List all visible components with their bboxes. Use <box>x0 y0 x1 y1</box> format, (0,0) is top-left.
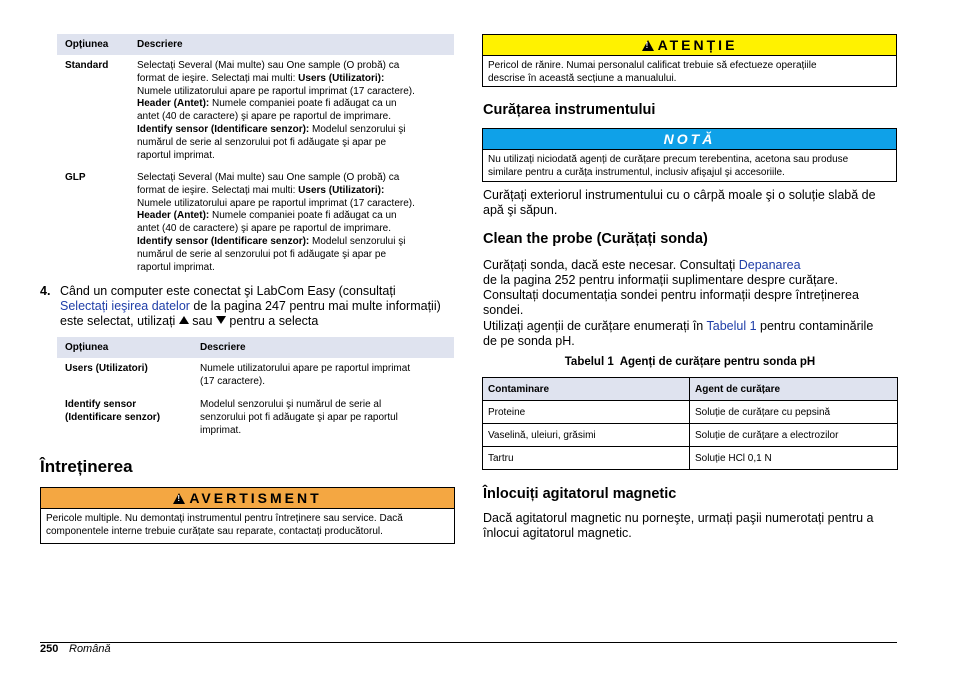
option-name-cont: (Identificare senzor) <box>65 411 161 423</box>
section-title-clean-instrument: Curățarea instrumentului <box>483 102 656 118</box>
table-row <box>483 424 898 447</box>
table-caption: Tabelul 1 Agenți de curățare pentru sonda pH <box>564 356 816 368</box>
header-option: Opțiunea <box>65 39 109 50</box>
warning-icon <box>173 493 185 504</box>
section-title-clean-probe: Clean the probe (Curățați sonda) <box>483 231 708 247</box>
caution-text: Pericol de rănire. Numai personalul calificat trebuie să efectueze operațiile descrise în această secțiune a manualului. <box>488 60 817 84</box>
cell-contamination: Proteine <box>483 401 690 424</box>
option-name: Users (Utilizatori) <box>65 363 148 374</box>
up-arrow-icon <box>179 316 189 324</box>
page-number: 250 <box>40 643 59 655</box>
note-header: NOTĂ <box>483 129 896 150</box>
header-description: Descriere <box>200 342 246 353</box>
warning-icon <box>642 40 654 51</box>
table-row <box>57 60 454 168</box>
header-cleaning-agent: Agent de curățare <box>690 378 898 401</box>
link-selectati-iesirea-datelor[interactable]: Selectați ieşirea datelor <box>60 299 190 313</box>
table-header <box>483 378 898 401</box>
option-description: Numele utilizatorului apare pe raportul imprimat (17 caractere). <box>200 363 411 387</box>
cell-contamination: Tartru <box>483 447 690 470</box>
section-title-replace-stirrer: Înlocuiți agitatorul magnetic <box>483 486 677 502</box>
paragraph-replace-stirrer: Dacă agitatorul magnetic nu porneşte, urmați paşii numerotați pentru a înlocui agitatorul magnetic. <box>483 511 874 540</box>
table-row <box>483 447 898 470</box>
warning-header: !AVERTISMENT <box>41 488 454 509</box>
warning-text: Pericole multiple. Nu demontați instrumentul pentru întreținere sau service. Dacă componentele interne trebuie curățate sau reparate, contactați producătorul. <box>46 513 403 537</box>
link-depanarea[interactable]: Depanarea <box>738 258 801 272</box>
cell-agent: Soluție HCl 0,1 N <box>690 447 898 470</box>
footer-language: Română <box>69 643 111 655</box>
table-row <box>57 172 454 280</box>
header-description: Descriere <box>137 39 183 50</box>
paragraph-clean-instrument: Curățați exteriorul instrumentului cu o cârpă moale şi o soluție slabă de apă şi săpun. <box>483 188 876 217</box>
down-arrow-icon <box>216 316 226 324</box>
warning-box <box>40 487 455 544</box>
cell-agent: Soluție de curățare cu pepsină <box>690 401 898 424</box>
link-tabelul-1[interactable]: Tabelul 1 <box>706 319 757 333</box>
step-text-line: Când un computer este conectat şi LabCom Easy (consultați <box>60 284 396 298</box>
options-table-mid <box>57 337 454 442</box>
caution-box <box>482 34 897 87</box>
step-number: 4. <box>40 284 51 298</box>
cell-contamination: Vaselină, uleiuri, grăsimi <box>483 424 690 447</box>
footer-rule <box>40 642 897 643</box>
option-name: GLP <box>65 172 86 183</box>
header-option: Opțiunea <box>65 342 109 353</box>
section-title-maintenance: Întreținerea <box>40 457 133 476</box>
table-row <box>483 401 898 424</box>
table-header <box>57 337 454 358</box>
caution-header: !ATENȚIE <box>483 35 896 56</box>
paragraph-cleaning-agents: Utilizați agenții de curățare enumerați în Tabelul 1 pentru contaminările de pe sonda pH. <box>483 319 874 348</box>
option-description: Modelul senzorului şi numărul de serie al senzorului pot fi adăugate şi apar pe raportul imprimat. <box>200 399 398 436</box>
paragraph-clean-probe: Curățați sonda, dacă este necesar. Consultați Depanarea de la pagina 252 pentru informații suplimentare despre curățare. Consultați documentația sondei pentru informații despre întreținerea sondei. <box>483 258 859 317</box>
option-description: Selectați Several (Mai multe) sau One sample (O probă) ca format de ieşire. Selectați mai multi: Users (Utilizatori): Numele utilizatorului apare pe raportul imprimat (17 caractere). Header (Antet): Numele companiei poate fi adăugat ca un antet (40 de caractere) şi apare pe raportul de imprimare. Identify sensor (Identificare senzor): Modelul senzorului şi numărul de serie al senzorului pot fi adăugate şi apar pe raportul imprimat. <box>137 172 415 273</box>
option-name: Identify sensor <box>65 399 137 410</box>
cleaning-agents-table <box>482 377 898 470</box>
table-header <box>57 34 454 55</box>
note-box <box>482 128 897 182</box>
note-text: Nu utilizați niciodată agenți de curățare precum terebentina, acetona sau produse similare pentru a curăța instrumentul, inclusiv afişajul şi accesoriile. <box>488 154 849 178</box>
options-table-top <box>57 34 454 278</box>
header-contamination: Contaminare <box>483 378 690 401</box>
option-description: Selectați Several (Mai multe) sau One sample (O probă) ca format de ieşire. Selectați mai multi: Users (Utilizatori): Numele utilizatorului apare pe raportul imprimat (17 caractere). Header (Antet): Numele companiei poate fi adăugat ca un antet (40 de caractere) şi apare pe raportul de imprimare. Identify sensor (Identificare senzor): Modelul senzorului şi numărul de serie al senzorului pot fi adăugate şi apar pe raportul imprimat. <box>137 60 415 161</box>
cell-agent: Soluție de curățare a electrozilor <box>690 424 898 447</box>
option-name: Standard <box>65 60 109 71</box>
